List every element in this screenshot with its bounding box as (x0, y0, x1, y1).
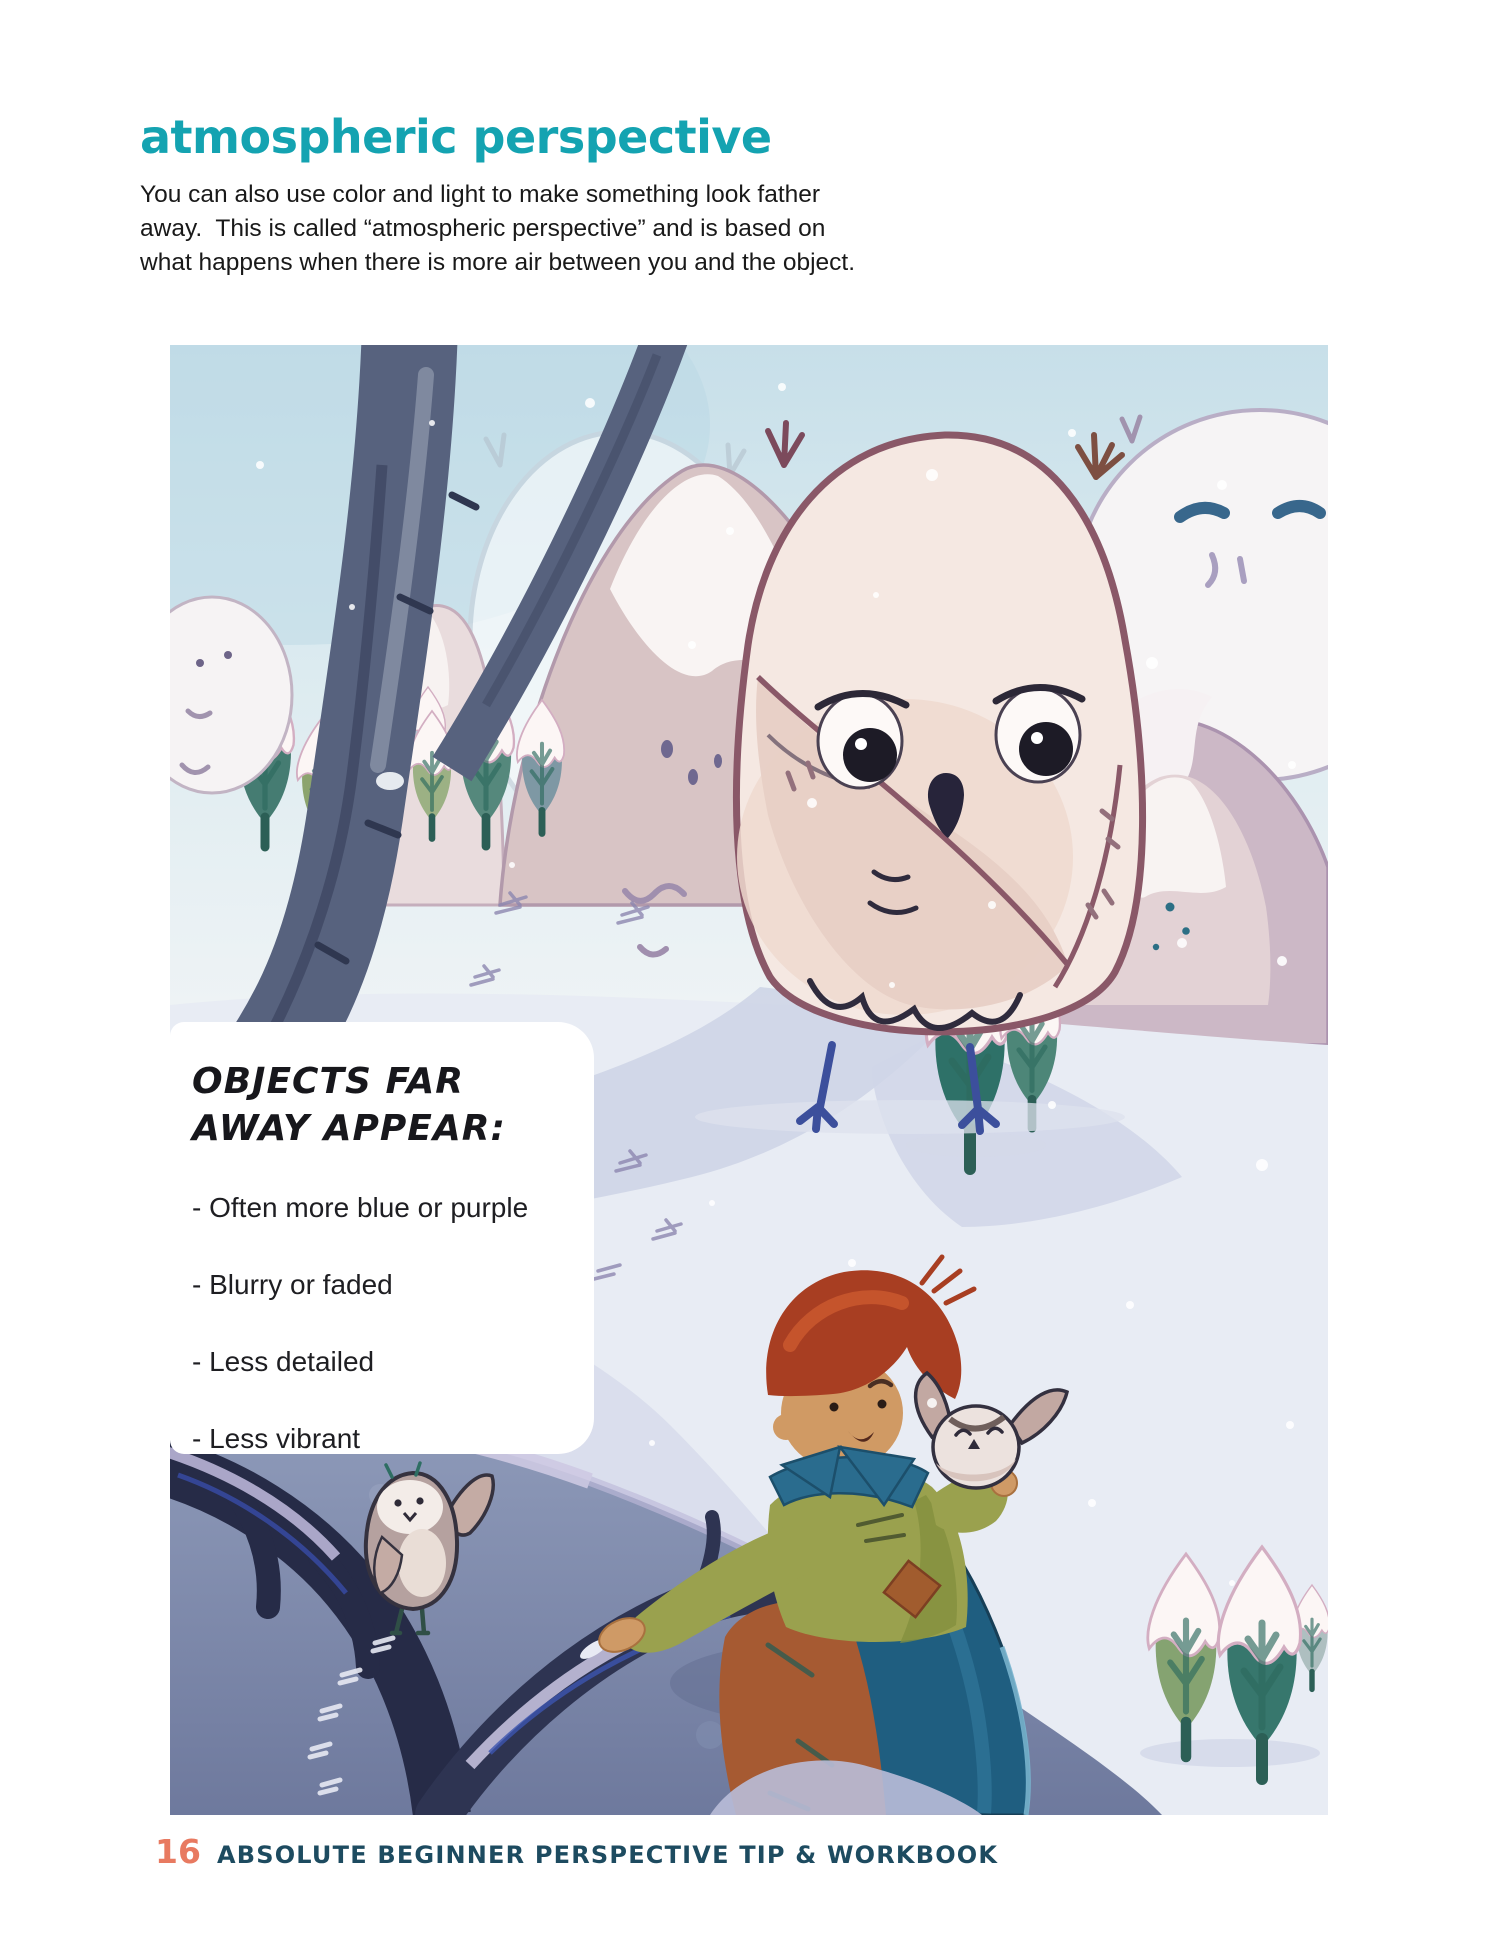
callout-item: - Less vibrant (192, 1423, 361, 1454)
intro-line: You can also use color and light to make something look father (140, 181, 821, 208)
intro-line: away. This is called “atmospheric perspective” and is based on (140, 215, 826, 242)
intro-line: what happens when there is more air between you and the object. (140, 249, 856, 276)
page-footer (155, 1832, 998, 1871)
callout-item: - Blurry or faded (192, 1269, 393, 1300)
page-number: 16 (155, 1832, 201, 1871)
intro-paragraph (140, 178, 860, 280)
callout-box (170, 1022, 594, 1454)
big-owl-shadow (695, 1100, 1125, 1134)
callout-item: - Often more blue or purple (192, 1192, 529, 1223)
illustration (170, 345, 1328, 1815)
callout-heading: OBJECTS FAR AWAY APPEAR: (192, 1061, 506, 1149)
callout-list (192, 1192, 568, 1455)
page-title: atmospheric perspective (140, 110, 772, 164)
book-title: ABSOLUTE BEGINNER PERSPECTIVE TIP & WORKBOOK (216, 1841, 999, 1869)
callout-item: - Less detailed (192, 1346, 375, 1377)
